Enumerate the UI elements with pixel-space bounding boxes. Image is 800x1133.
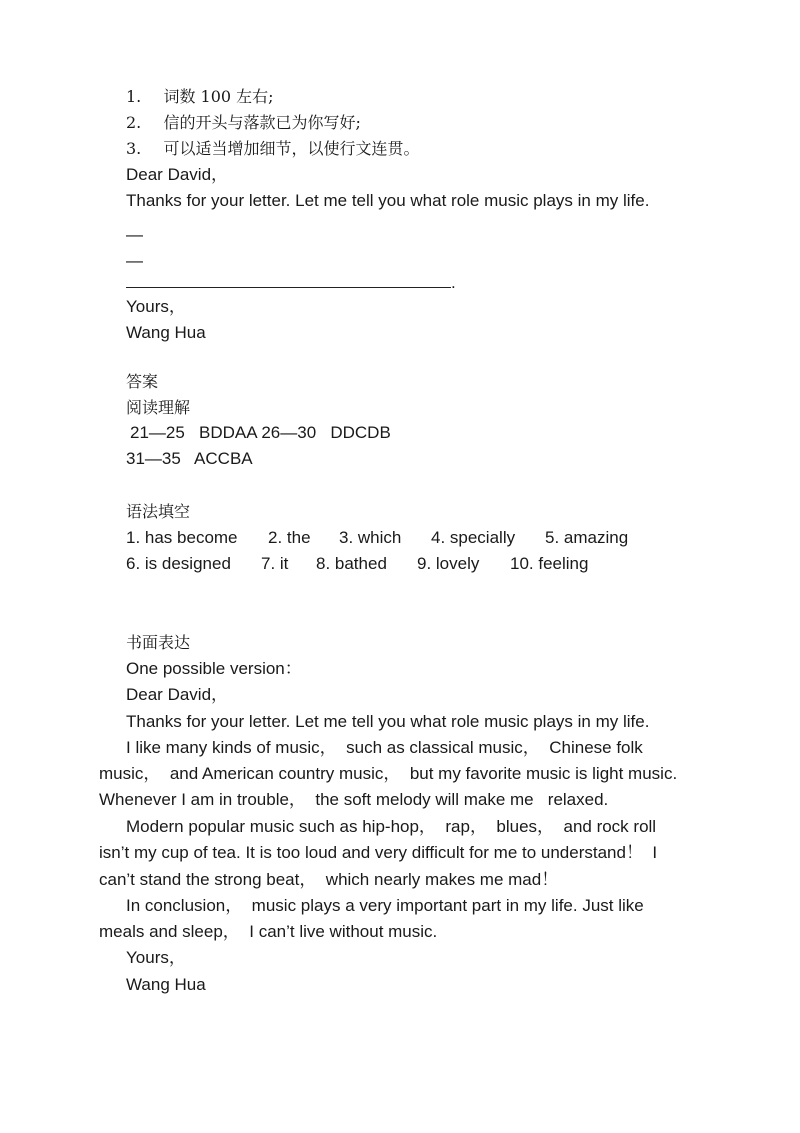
requirement-text: 信的开头与落款已为你写好; (163, 113, 361, 132)
requirement-item (126, 138, 419, 160)
grammar-answer: 9. lovely (417, 554, 480, 573)
grammar-heading: 语法填空 (126, 502, 191, 521)
reading-answers-line: 31—35 ACCBA (126, 449, 253, 468)
grammar-answer: 10. feeling (510, 554, 589, 573)
grammar-answer: 2. the (268, 528, 311, 547)
writing-line: Modern popular music such as hip-hop， rap， blues， and rock roll (126, 817, 657, 836)
grammar-answer: 5. amazing (545, 528, 629, 547)
writing-line: can’t stand the strong beat， which nearly makes me mad！ (99, 870, 559, 889)
template-greeting: Dear David， (126, 165, 229, 184)
answer-line-period: . (451, 273, 456, 292)
template-closing: Yours， (126, 297, 186, 316)
writing-signature: Wang Hua (126, 975, 206, 994)
writing-line: isn’t my cup of tea. It is too loud and very difficult for me to understand！ I (99, 843, 658, 862)
requirement-text: 可以适当增加细节，以使行文连贯。 (163, 139, 420, 158)
writing-heading: 书面表达 (126, 633, 191, 652)
template-signature: Wang Hua (126, 323, 206, 342)
writing-closing: Yours， (126, 948, 186, 967)
grammar-answer: 1. has become (126, 528, 238, 547)
requirement-item (126, 86, 274, 108)
grammar-answer: 4. specially (431, 528, 516, 547)
writing-line: Whenever I am in trouble， the soft melody will make me relaxed. (99, 790, 609, 809)
requirement-number: 3. (126, 139, 142, 158)
writing-line: music， and American country music， but my favorite music is light music. (99, 764, 678, 783)
requirement-item (126, 112, 361, 134)
writing-line: I like many kinds of music， such as classical music， Chinese folk (126, 738, 643, 757)
grammar-answer: 3. which (339, 528, 402, 547)
writing-line: Thanks for your letter. Let me tell you what role music plays in my life. (126, 712, 650, 731)
reading-heading: 阅读理解 (126, 398, 191, 417)
reading-answers-line: 21—25 BDDAA 26—30 DDCDB (130, 423, 391, 442)
writing-greeting: Dear David， (126, 685, 229, 704)
grammar-answer: 6. is designed (126, 554, 231, 573)
grammar-answer: 7. it (261, 554, 289, 573)
requirement-text: 词数 100 左右; (163, 87, 274, 106)
writing-version-label: One possible version： (126, 659, 302, 678)
grammar-answer: 8. bathed (316, 554, 387, 573)
answers-heading: 答案 (126, 372, 159, 391)
requirement-number: 1. (126, 87, 142, 106)
requirement-number: 2. (126, 113, 142, 132)
template-answer-line: — (126, 225, 143, 244)
answer-underline (126, 287, 451, 288)
template-answer-line: — (126, 251, 143, 270)
writing-line: meals and sleep， I can’t live without music. (99, 922, 438, 941)
writing-line: In conclusion， music plays a very important part in my life. Just like (126, 896, 644, 915)
template-opening: Thanks for your letter. Let me tell you what role music plays in my life. (126, 191, 650, 210)
